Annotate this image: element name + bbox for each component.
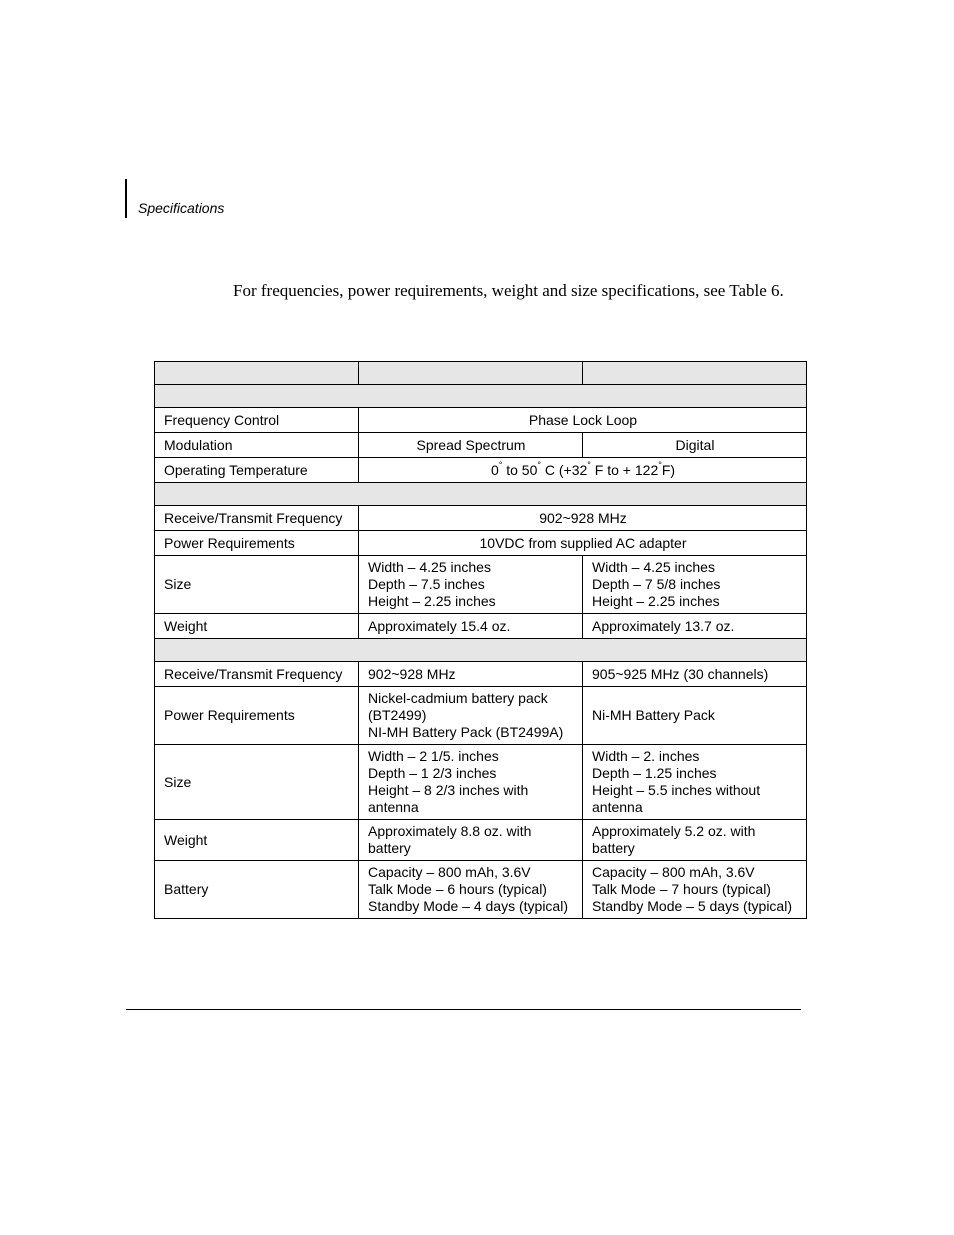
value-line: Depth – 1 2/3 inches [368, 765, 497, 781]
value-line: Width – 4.25 inches [592, 559, 715, 575]
row-value: Spread Spectrum [359, 433, 583, 458]
table-row [155, 820, 807, 861]
value-line: Height – 5.5 inches without [592, 782, 761, 798]
row-label: Modulation [155, 433, 359, 458]
row-value: Phase Lock Loop [359, 408, 807, 433]
value-line: (BT2499) [368, 707, 427, 723]
value-line: Height – 8 2/3 inches with [368, 782, 529, 798]
table-row [155, 662, 807, 687]
section-band-row [155, 483, 807, 506]
table-row [155, 687, 807, 745]
row-value [359, 556, 583, 614]
value-line: Talk Mode – 7 hours (typical) [592, 881, 771, 897]
value-line: Height – 2.25 inches [368, 593, 496, 609]
degree-symbol: ° [587, 459, 591, 470]
section-band-row [155, 385, 807, 408]
table-row [155, 433, 807, 458]
value-line: Width – 2 1/5. inches [368, 748, 499, 764]
table-row [155, 861, 807, 919]
temp-part: F to + 122 [590, 461, 659, 478]
row-value: Approximately 13.7 oz. [583, 614, 807, 639]
row-value [359, 687, 583, 745]
degree-symbol: ° [537, 459, 541, 470]
value-line: Width – 4.25 inches [368, 559, 491, 575]
value-line: Nickel-cadmium battery pack [368, 690, 548, 706]
value-line: Standby Mode – 5 days (typical) [592, 898, 792, 914]
value-line: Standby Mode – 4 days (typical) [368, 898, 568, 914]
row-value: Approximately 8.8 oz. with battery [359, 820, 583, 861]
row-label: Size [155, 745, 359, 820]
row-label: Size [155, 556, 359, 614]
section-band-label [155, 385, 807, 408]
table-row [155, 745, 807, 820]
row-value [583, 745, 807, 820]
section-band-row [155, 639, 807, 662]
temp-part: 0 [490, 461, 499, 478]
value-line: antenna [592, 799, 643, 815]
degree-symbol: ° [658, 459, 662, 470]
row-label: Receive/Transmit Frequency [155, 662, 359, 687]
temp-part: to 50 [502, 461, 538, 478]
table-row [155, 506, 807, 531]
table-header-row [155, 362, 807, 385]
row-value: Approximately 5.2 oz. with battery [583, 820, 807, 861]
section-header: Specifications [138, 200, 225, 216]
row-value: 902~928 MHz [359, 662, 583, 687]
row-label: Operating Temperature [155, 458, 359, 483]
value-line: Depth – 7 5/8 inches [592, 576, 721, 592]
row-value [359, 861, 583, 919]
header-cell [359, 362, 583, 385]
row-value: Approximately 15.4 oz. [359, 614, 583, 639]
header-cell [583, 362, 807, 385]
row-value: Digital [583, 433, 807, 458]
row-value [359, 458, 807, 483]
footer-rule [126, 1009, 801, 1010]
intro-paragraph: For frequencies, power requirements, weight and size specifications, see Table 6. [233, 281, 784, 300]
margin-rule [125, 179, 127, 218]
header-cell [155, 362, 359, 385]
row-value: 10VDC from supplied AC adapter [359, 531, 807, 556]
value-line: Capacity – 800 mAh, 3.6V [592, 864, 755, 880]
row-value: 905~925 MHz (30 channels) [583, 662, 807, 687]
degree-symbol: ° [498, 459, 503, 470]
table-row [155, 614, 807, 639]
value-line: Depth – 7.5 inches [368, 576, 485, 592]
specifications-table [154, 361, 807, 919]
table-row [155, 458, 807, 483]
temp-part: C (+32 [540, 461, 588, 478]
row-label: Power Requirements [155, 687, 359, 745]
row-label: Frequency Control [155, 408, 359, 433]
value-line: Height – 2.25 inches [592, 593, 720, 609]
value-line: antenna [368, 799, 419, 815]
value-line: Depth – 1.25 inches [592, 765, 717, 781]
row-value [583, 861, 807, 919]
temp-part: F) [661, 461, 676, 478]
row-label: Battery [155, 861, 359, 919]
table-row [155, 556, 807, 614]
value-line: Capacity – 800 mAh, 3.6V [368, 864, 531, 880]
row-value: 902~928 MHz [359, 506, 807, 531]
row-value: Ni-MH Battery Pack [583, 687, 807, 745]
table-row [155, 408, 807, 433]
value-line: NI-MH Battery Pack (BT2499A) [368, 724, 564, 740]
row-label: Receive/Transmit Frequency [155, 506, 359, 531]
row-value [359, 745, 583, 820]
row-value [583, 556, 807, 614]
row-label: Weight [155, 614, 359, 639]
row-label: Weight [155, 820, 359, 861]
section-band-label [155, 639, 807, 662]
value-line: Talk Mode – 6 hours (typical) [368, 881, 547, 897]
table-row [155, 531, 807, 556]
value-line: Width – 2. inches [592, 748, 700, 764]
row-label: Power Requirements [155, 531, 359, 556]
section-band-label [155, 483, 807, 506]
